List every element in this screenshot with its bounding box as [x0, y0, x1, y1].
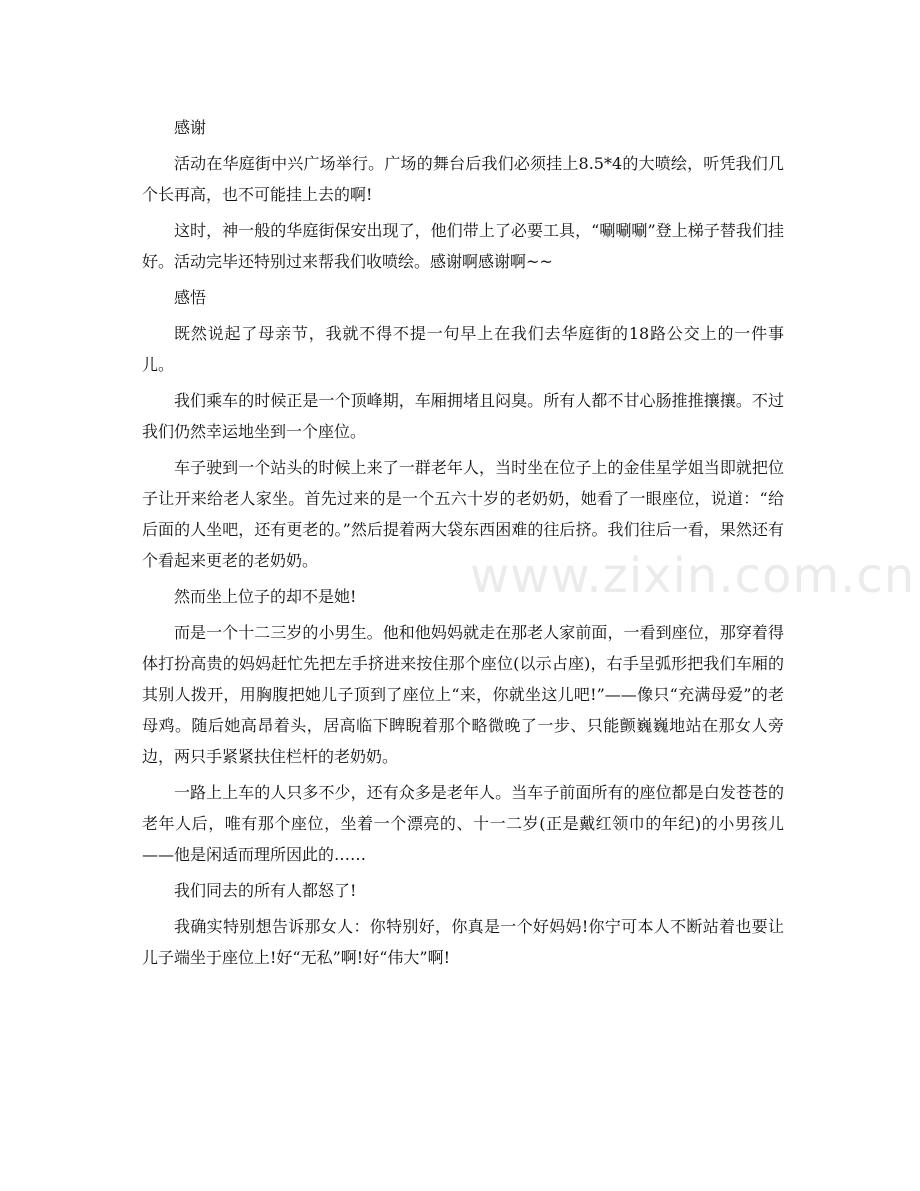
paragraph: 我们乘车的时候正是一个顶峰期，车厢拥堵且闷臭。所有人都不甘心肠推推攘攘。不过我们仍然幸运地坐到一个座位。: [142, 391, 784, 441]
paragraph: 而是一个十二三岁的小男生。他和他妈妈就走在那老人家前面，一看到座位，那穿着得体打扮高贵的妈妈赶忙先把左手挤进来按住那个座位(以示占座)，右手呈弧形把我们车厢的其别人拨开，用胸腹把她儿子顶到了座位上“来，你就坐这儿吧!”——像只“充满母爱”的老母鸡。随后她高昂着头，居高临下睥睨着那个略微晚了一步、只能颤巍巍地站在那女人旁边，两只手紧紧扶住栏杆的老奶奶。: [142, 623, 784, 766]
paragraph: 我们同去的所有人都怒了!: [174, 881, 357, 900]
paragraph: 然而坐上位子的却不是她!: [174, 587, 357, 606]
section-heading-reflection: 感悟: [174, 288, 207, 307]
watermark: www.zixin.com.cn: [470, 548, 916, 604]
paragraph: 车子驶到一个站头的时候上来了一群老年人，当时坐在位子上的金佳星学姐当即就把位子让开来给老人家坐。首先过来的是一个五六十岁的老奶奶，她看了一眼座位，说道：“给后面的人坐吧，还有更老的。”然后提着两大袋东西困难的往后挤。我们往后一看，果然还有个看起来更老的老奶奶。: [142, 458, 784, 570]
paragraph: 我确实特别想告诉那女人：你特别好，你真是一个好妈妈!你宁可本人不断站着也要让儿子端坐于座位上!好“无私”啊!好“伟大”啊!: [142, 917, 784, 967]
section-heading-thanks: 感谢: [174, 118, 207, 137]
paragraph: 一路上上车的人只多不少，还有众多是老年人。当车子前面所有的座位都是白发苍苍的老年人后，唯有那个座位，坐着一个漂亮的、十一二岁(正是戴红领巾的年纪)的小男孩儿——他是闲适而理所因此的……: [142, 783, 784, 864]
paragraph: 这时，神一般的华庭街保安出现了，他们带上了必要工具，“唰唰唰”登上梯子替我们挂好。活动完毕还特别过来帮我们收喷绘。感谢啊感谢啊~~: [142, 221, 784, 271]
paragraph: 既然说起了母亲节，我就不得不提一句早上在我们去华庭街的18路公交上的一件事儿。: [142, 324, 784, 374]
paragraph: 活动在华庭街中兴广场举行。广场的舞台后我们必须挂上8.5*4的大喷绘，听凭我们几个长再高，也不可能挂上去的啊!: [142, 154, 784, 204]
document-body: [142, 112, 784, 978]
